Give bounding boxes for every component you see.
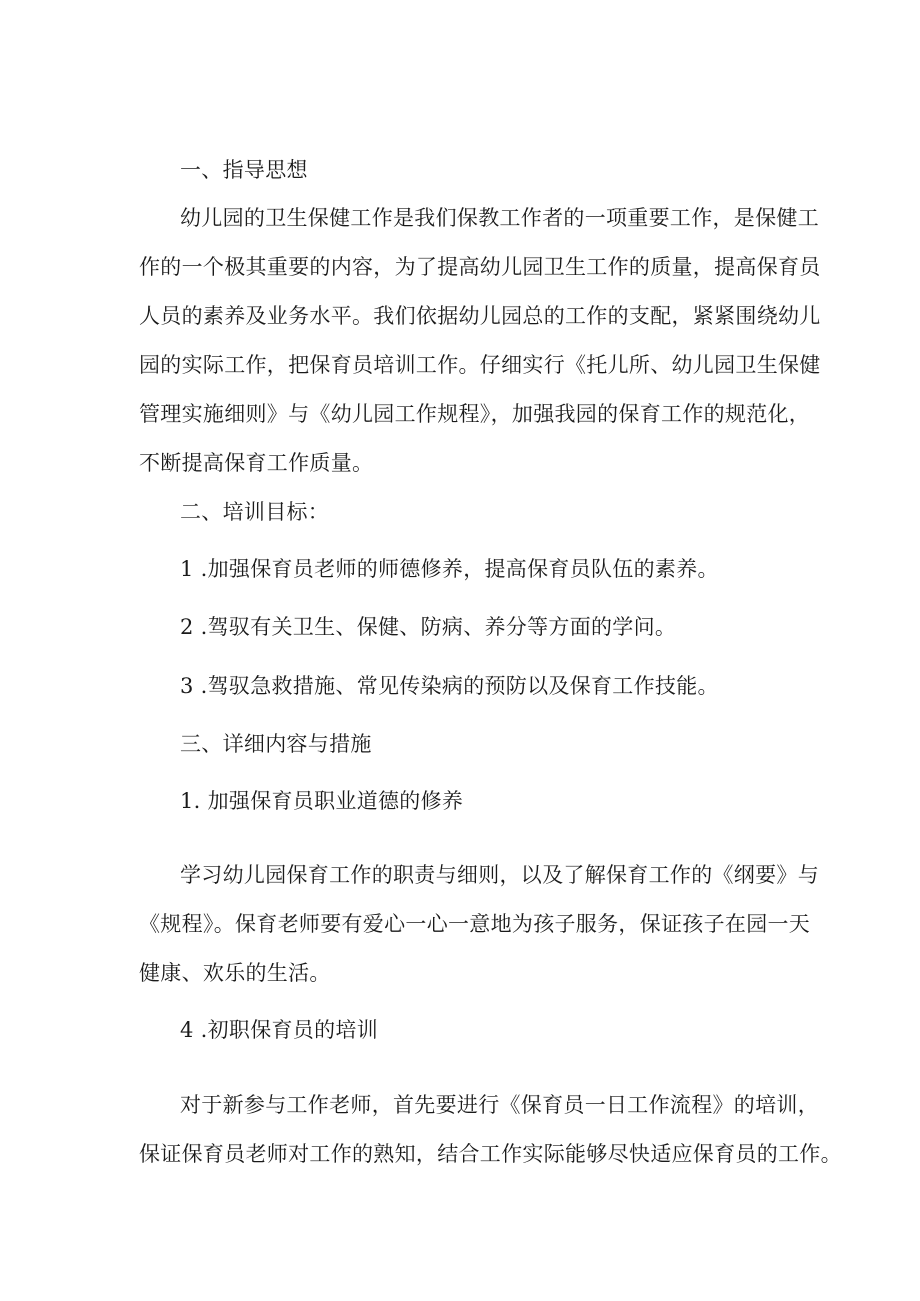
paragraph-1-line-4: 园的实际工作，把保育员培训工作。仔细实行《托儿所、幼儿园卫生保健 xyxy=(139,353,821,377)
paragraph-1-line-5: 管理实施细则》与《幼儿园工作规程》，加强我园的保育工作的规范化， xyxy=(139,402,811,426)
paragraph-3-line-1: 对于新参与工作老师，首先要进行《保育员一日工作流程》的培训， xyxy=(180,1093,819,1117)
subheading-new-staff-training: 4 .初职保育员的培训 xyxy=(180,1018,379,1042)
subheading-ethics: 1. 加强保育员职业道德的修养 xyxy=(180,789,464,813)
heading-content-measures: 三、详细内容与措施 xyxy=(180,732,372,756)
paragraph-1-line-3: 人员的素养及业务水平。我们依据幼儿园总的工作的支配，紧紧围绕幼儿 xyxy=(139,304,821,328)
heading-training-goals: 二、培训目标： xyxy=(180,500,330,524)
paragraph-3-line-2: 保证保育员老师对工作的熟知，结合工作实际能够尽快适应保育员的工作。 xyxy=(139,1142,842,1166)
goal-item-2: 2 .驾驭有关卫生、保健、防病、养分等方面的学问。 xyxy=(180,615,677,639)
heading-guiding-ideology: 一、指导思想 xyxy=(180,158,308,182)
paragraph-1-line-6: 不断提高保育工作质量。 xyxy=(139,451,374,475)
paragraph-2-line-1: 学习幼儿园保育工作的职责与细则，以及了解保育工作的《纲要》与 xyxy=(180,863,819,887)
paragraph-1-line-1: 幼儿园的卫生保健工作是我们保教工作者的一项重要工作，是保健工 xyxy=(180,206,819,230)
paragraph-2-line-2: 《规程》。保育老师要有爱心一心一意地为孩子服务，保证孩子在园一天 xyxy=(139,912,811,936)
paragraph-1-line-2: 作的一个极其重要的内容，为了提高幼儿园卫生工作的质量，提高保育员 xyxy=(139,255,821,279)
paragraph-2-line-3: 健康、欢乐的生活。 xyxy=(139,961,331,985)
goal-item-1: 1 .加强保育员老师的师德修养，提高保育员队伍的素养。 xyxy=(180,557,719,581)
goal-item-3: 3 .驾驭急救措施、常见传染病的预防以及保育工作技能。 xyxy=(180,674,719,698)
